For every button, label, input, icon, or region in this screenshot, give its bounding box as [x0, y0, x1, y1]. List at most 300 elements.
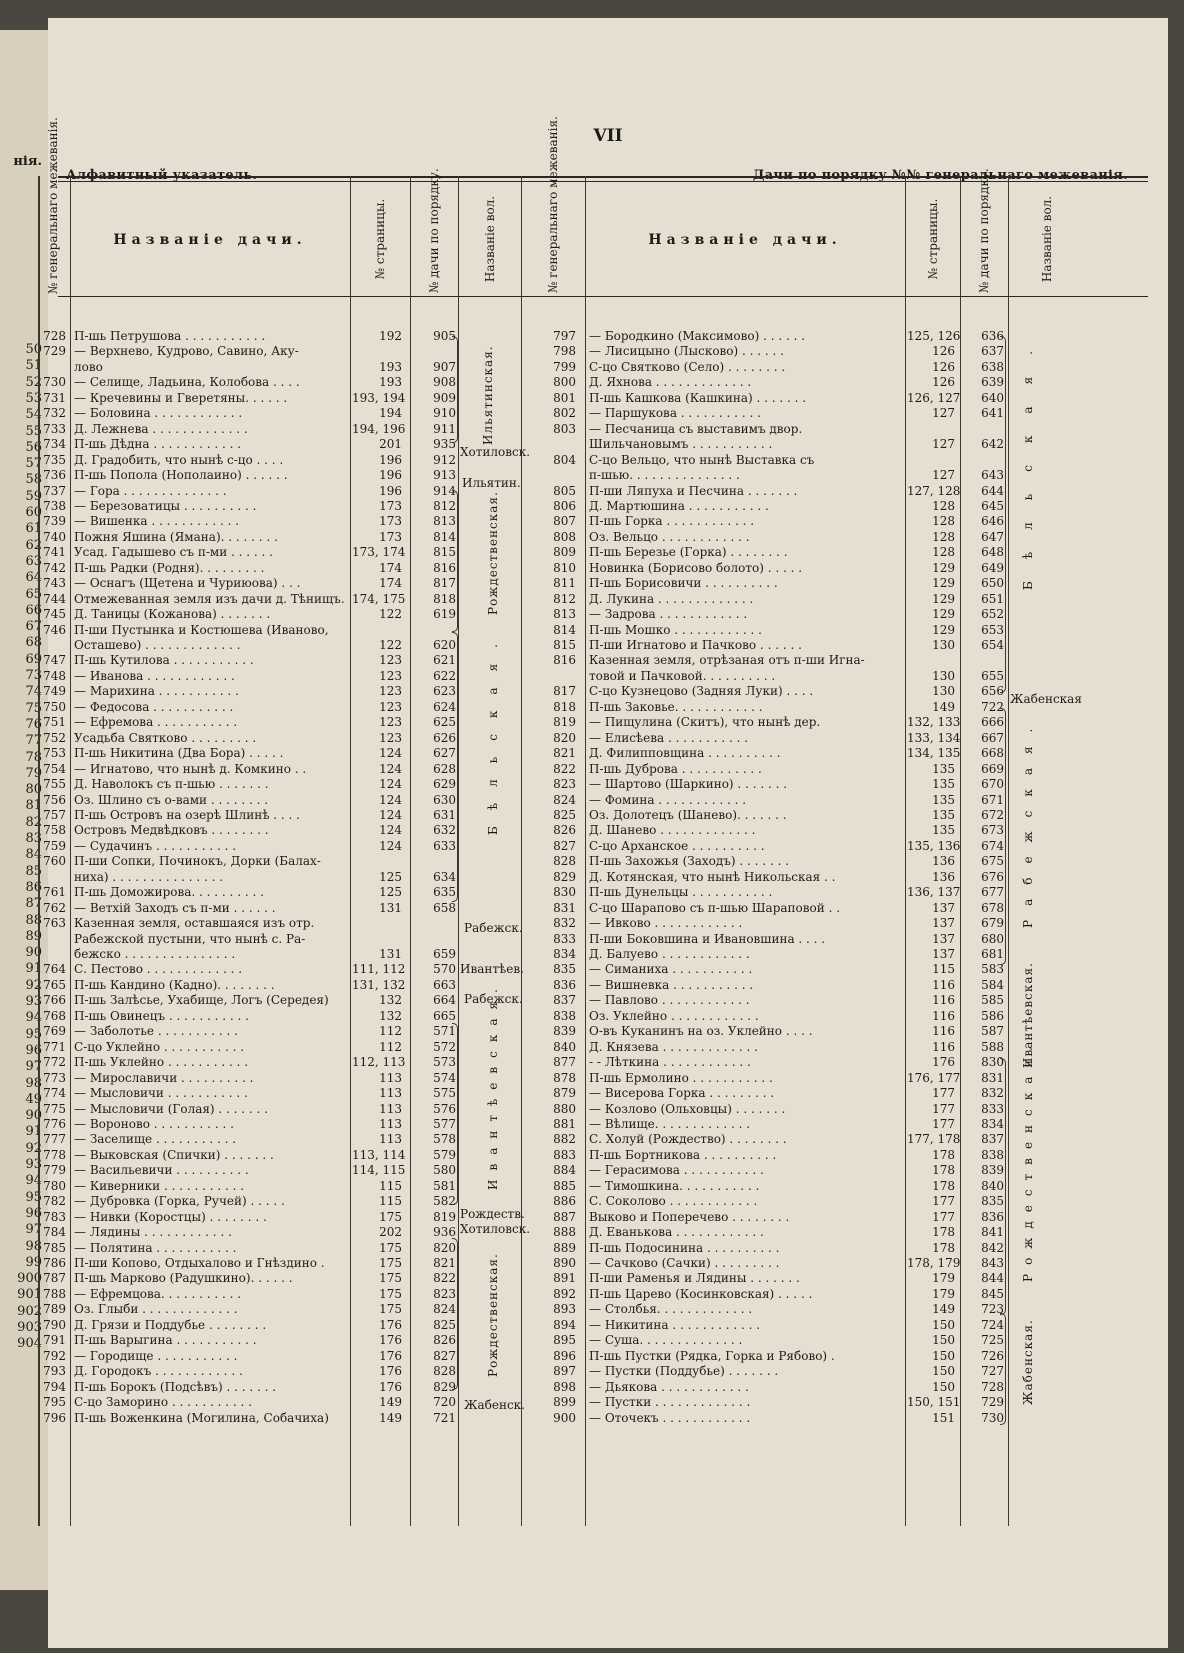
row-order: 641 [981, 406, 1004, 421]
volost-ilyin: Ильятинская. [481, 345, 495, 445]
row-order: 724 [981, 1317, 1004, 1332]
row-page: 150 [932, 1317, 955, 1332]
row-page: 201 [379, 437, 402, 452]
row-number: 810 [553, 560, 576, 575]
row-name: О-въ Куканинъ на оз. Уклейно . . . . [589, 1024, 813, 1039]
brace [452, 490, 458, 632]
row-order: 628 [433, 761, 456, 776]
document-page [43, 18, 1168, 1648]
margin-number: 902 [17, 1303, 42, 1319]
row-number: 741 [43, 545, 66, 560]
row-number: 821 [553, 746, 576, 761]
row-number: 793 [43, 1364, 66, 1379]
row-name: — Иванова . . . . . . . . . . . . [74, 668, 235, 683]
row-order: 588 [981, 1039, 1004, 1054]
row-name: — Песчаница съ выставимъ двор. [589, 421, 803, 436]
row-order: 829 [433, 1379, 456, 1394]
row-name: Оз. Шлино съ о-вами . . . . . . . . [74, 792, 269, 807]
row-order: 622 [433, 668, 456, 683]
row-name: П-шь Подосинина . . . . . . . . . . [589, 1240, 780, 1255]
row-number: 753 [43, 746, 66, 761]
row-order: 828 [433, 1364, 456, 1379]
row-number: 795 [43, 1395, 66, 1410]
row-order: 935 [433, 437, 456, 452]
row-name: — Полятина . . . . . . . . . . . [74, 1240, 237, 1255]
row-name: С-цо Вельцо, что нынѣ Выставка съ [589, 452, 815, 467]
row-order: 844 [981, 1271, 1004, 1286]
row-name: П-шь Петрушова . . . . . . . . . . . [74, 329, 266, 343]
row-number: 779 [43, 1163, 66, 1178]
row-order: 914 [433, 483, 456, 498]
col-line [1008, 176, 1009, 1526]
row-number: 816 [553, 653, 576, 668]
row-name: — Суша. . . . . . . . . . . . . . [589, 1333, 743, 1348]
row-order: 843 [981, 1256, 1004, 1270]
row-number: 752 [43, 730, 66, 745]
margin-number: 65 [25, 586, 42, 602]
row-number: 815 [553, 638, 576, 652]
row-number: 829 [553, 869, 576, 884]
row-page: 174 [379, 576, 402, 591]
row-order: 639 [981, 375, 1004, 390]
row-number: 808 [553, 529, 576, 544]
volost-hotil2: Хотиловск. [460, 1222, 531, 1236]
margin-number: 93 [25, 994, 42, 1009]
row-name: Новинка (Борисово болото) . . . . . [589, 560, 803, 575]
row-order: 626 [433, 730, 456, 745]
row-number: 755 [43, 777, 66, 792]
row-number: 832 [553, 916, 576, 931]
row-number: 730 [43, 375, 66, 390]
row-name: — Выковская (Спички) . . . . . . . [74, 1147, 274, 1162]
row-page: 177 [932, 1086, 955, 1101]
row-name: Оз. Уклейно . . . . . . . . . . . . [589, 1008, 759, 1023]
margin-number: 98 [25, 1238, 42, 1254]
margin-number: 63 [25, 553, 42, 569]
row-order: 652 [981, 607, 1004, 622]
row-name: П-шь Захожья (Заходъ) . . . . . . . [589, 854, 790, 869]
row-number: 742 [43, 560, 66, 575]
row-name: П-шь Кутилова . . . . . . . . . . . [74, 653, 254, 668]
row-name: — Пустки . . . . . . . . . . . . . [589, 1395, 751, 1410]
row-order: 812 [433, 498, 456, 513]
row-name: П-шь Радки (Родня). . . . . . . . . [74, 560, 265, 575]
row-page: 150 [932, 1379, 955, 1394]
row-name: П-шь Залѣсье, Ухабище, Логъ (Середея) [74, 993, 329, 1008]
row-page: 135, 136 [907, 838, 961, 853]
row-name: — Городище . . . . . . . . . . . [74, 1348, 238, 1363]
row-order: 681 [981, 947, 1004, 961]
row-order: 571 [433, 1024, 456, 1039]
row-number: 731 [43, 390, 66, 405]
row-number: 803 [553, 421, 576, 436]
row-order: 577 [433, 1116, 456, 1131]
row-name: Оз. Вельцо . . . . . . . . . . . . [589, 529, 750, 544]
row-number: 823 [553, 777, 576, 792]
row-name: Д. Лукина . . . . . . . . . . . . . [589, 591, 754, 606]
row-page: 112, 113 [352, 1055, 406, 1070]
row-page: 126 [932, 344, 955, 359]
row-number: 889 [553, 1240, 576, 1255]
row-name: С. Пестово . . . . . . . . . . . . . [74, 962, 243, 977]
row-order: 815 [433, 545, 456, 560]
row-page: 136 [932, 869, 955, 884]
row-number: 785 [43, 1240, 66, 1255]
page-number: VII [593, 126, 623, 146]
row-number: 748 [43, 668, 66, 683]
row-page: 132 [379, 1008, 402, 1023]
row-order: 630 [433, 792, 456, 807]
row-order: 820 [433, 1240, 456, 1255]
row-name: Оз. Глыби . . . . . . . . . . . . . [74, 1302, 238, 1317]
row-order: 912 [433, 452, 456, 467]
row-order: 669 [981, 761, 1004, 776]
row-number: 819 [553, 715, 576, 730]
row-page: 113, 114 [352, 1147, 406, 1162]
row-page: 126, 127 [907, 390, 961, 405]
row-page: 174, 175 [352, 591, 406, 606]
row-page: 127 [932, 437, 955, 452]
row-number: 805 [553, 483, 576, 498]
row-number: 834 [553, 947, 576, 961]
row-page: 129 [932, 622, 955, 637]
margin-number: 55 [25, 423, 42, 439]
row-page: 129 [932, 591, 955, 606]
row-order: 821 [433, 1256, 456, 1270]
row-name: П-шь Дунельцы . . . . . . . . . . . [589, 885, 773, 900]
row-page: 176 [379, 1333, 402, 1348]
row-number: 777 [43, 1132, 66, 1147]
row-number: 822 [553, 761, 576, 776]
margin-number: 58 [25, 472, 42, 488]
row-page: 116 [932, 977, 955, 992]
margin-number: 85 [25, 863, 42, 879]
row-number: 766 [43, 993, 66, 1008]
row-name: П-шь Дѣдна . . . . . . . . . . . . [74, 437, 242, 452]
row-page: 174 [379, 560, 402, 575]
margin-number: 97 [25, 1222, 42, 1238]
row-page: 149 [379, 1410, 402, 1425]
row-name: Д. Лежнева . . . . . . . . . . . . . [74, 421, 248, 436]
row-name: Д. Еванькова . . . . . . . . . . . . [589, 1225, 764, 1240]
row-number: 758 [43, 823, 66, 838]
row-order: 675 [981, 854, 1004, 869]
row-name: П-шь Марково (Радушкино). . . . . . [74, 1271, 293, 1286]
volost-right-ivan: Ивантѣевская. [1021, 962, 1035, 1068]
row-order: 838 [981, 1147, 1004, 1162]
row-page: 122 [379, 638, 402, 652]
row-order: 644 [981, 483, 1004, 498]
row-number: 806 [553, 498, 576, 513]
row-name: — Оснагъ (Щетена и Чуриюова) . . . [74, 576, 301, 591]
row-number: 768 [43, 1008, 66, 1023]
row-number: 798 [553, 344, 576, 359]
row-page: 115 [379, 1194, 402, 1209]
margin-number: 94 [25, 1173, 42, 1189]
volost-rozh2: Рождеств. [460, 1207, 525, 1221]
row-number: 890 [553, 1256, 576, 1270]
margin-number: 51 [25, 358, 42, 374]
row-name: П-шь Кашкова (Кашкина) . . . . . . . [589, 390, 807, 405]
margin-number: 84 [25, 847, 42, 863]
row-number: 786 [43, 1256, 66, 1270]
row-name: — Федосова . . . . . . . . . . . [74, 699, 234, 714]
brace [1000, 1058, 1006, 1315]
row-name: П-шь Воженкина (Могилина, Собачиха) [74, 1410, 329, 1425]
row-order: 582 [433, 1194, 456, 1209]
row-name: Островъ Медвѣдковъ . . . . . . . . [74, 823, 269, 838]
brace [452, 336, 458, 443]
row-page: 193, 194 [352, 390, 406, 405]
row-page: 122 [379, 607, 402, 622]
row-page: 173 [379, 514, 402, 529]
row-number: 830 [553, 885, 576, 900]
volost-ivan1: Ивантѣев. [460, 962, 524, 976]
margin-number: 89 [25, 928, 42, 944]
row-order: 655 [981, 668, 1004, 683]
row-order: 672 [981, 807, 1004, 822]
margin-number: 82 [25, 814, 42, 830]
row-order: 621 [433, 653, 456, 668]
row-page: 178 [932, 1147, 955, 1162]
row-order: 638 [981, 359, 1004, 374]
row-order: 729 [981, 1395, 1004, 1410]
row-page: 176 [932, 1055, 955, 1070]
brace [1000, 1313, 1006, 1425]
row-order: 645 [981, 498, 1004, 513]
row-order: 824 [433, 1302, 456, 1317]
row-name: П-шь Горка . . . . . . . . . . . . [589, 514, 755, 529]
row-number: 831 [553, 900, 576, 915]
margin-number: 900 [17, 1271, 42, 1287]
row-number: 765 [43, 977, 66, 992]
row-page: 150, 151 [907, 1395, 961, 1410]
row-page: 124 [379, 746, 402, 761]
row-name: С-цо Кузнецово (Задняя Луки) . . . . [589, 684, 814, 699]
margin-number: 77 [25, 733, 42, 749]
row-number: 879 [553, 1086, 576, 1101]
row-page: 116 [932, 1039, 955, 1054]
row-name: С-цо Заморино . . . . . . . . . . . [74, 1395, 253, 1410]
margin-number: 96 [25, 1205, 42, 1221]
row-number: 827 [553, 838, 576, 853]
row-page: 113 [379, 1132, 402, 1147]
row-number: 813 [553, 607, 576, 622]
row-page: 137 [932, 931, 955, 946]
row-name: — Герасимова . . . . . . . . . . . [589, 1163, 764, 1178]
row-name: — Мысловичи . . . . . . . . . . . [74, 1086, 248, 1101]
row-name: - - Лѣткина . . . . . . . . . . . . [589, 1055, 751, 1070]
row-name: Казенная земля, отрѣзаная отъ п-ши Игна- [589, 653, 865, 668]
row-name: — Дубровка (Горка, Ручей) . . . . . [74, 1194, 285, 1209]
row-number: 744 [43, 591, 66, 606]
margin-number: 50 [25, 342, 42, 357]
row-name: — Фомина . . . . . . . . . . . . [589, 792, 747, 807]
margin-number: 64 [25, 570, 42, 586]
row-order: 909 [433, 390, 456, 405]
row-order: 727 [981, 1364, 1004, 1379]
col-line [960, 176, 961, 1526]
row-number: 759 [43, 838, 66, 853]
row-name: — Заселище . . . . . . . . . . . [74, 1132, 237, 1147]
row-number: 818 [553, 699, 576, 714]
row-name: Д. Котянская, что нынѣ Никольская . . [589, 869, 836, 884]
row-page: 179 [932, 1286, 955, 1301]
row-name: — Задрова . . . . . . . . . . . . [589, 607, 748, 622]
row-order: 650 [981, 576, 1004, 591]
header-right: Дачи по порядку №№ генеральнаго межеванія. [752, 168, 1128, 183]
row-number: 883 [553, 1147, 576, 1162]
row-name: — Козлово (Ольховцы) . . . . . . . [589, 1101, 786, 1116]
volost-right-rab: Рабежская. [1021, 714, 1035, 928]
row-page: 177, 178 [907, 1132, 961, 1147]
row-order: 632 [433, 823, 456, 838]
row-order: 579 [433, 1147, 456, 1162]
row-page: 123 [379, 684, 402, 699]
row-page: 196 [379, 468, 402, 483]
row-number: 887 [553, 1209, 576, 1224]
row-number: 751 [43, 715, 66, 730]
row-name: С-цо Святково (Село) . . . . . . . . [589, 359, 786, 374]
row-number: 778 [43, 1147, 66, 1162]
margin-number: 95 [25, 1189, 42, 1205]
row-name: бежско . . . . . . . . . . . . . . . [74, 947, 236, 961]
brace [452, 632, 458, 902]
row-name: П-шь Борокъ (Подсѣвъ) . . . . . . . [74, 1379, 277, 1394]
row-page: 131, 132 [352, 977, 406, 992]
row-order: 721 [433, 1410, 456, 1425]
row-name: — Пищулина (Скитъ), что нынѣ дер. [589, 715, 821, 730]
row-page: 116 [932, 993, 955, 1008]
row-name: — Гора . . . . . . . . . . . . . . [74, 483, 227, 498]
row-name: — Мирославичи . . . . . . . . . . [74, 1070, 254, 1085]
margin-number: 901 [17, 1287, 42, 1303]
row-page: 133, 134 [907, 730, 961, 745]
row-name: Д. Грязи и Поддубье . . . . . . . . [74, 1317, 267, 1332]
row-page: 137 [932, 900, 955, 915]
header-bottom-rule [58, 296, 1148, 297]
row-order: 635 [433, 885, 456, 900]
row-page: 176 [379, 1379, 402, 1394]
row-page: 178 [932, 1240, 955, 1255]
margin-number: 49 [25, 1091, 42, 1107]
col-line [410, 176, 411, 1526]
row-name: Д. Яхнова . . . . . . . . . . . . . [589, 375, 752, 390]
row-page: 178 [932, 1178, 955, 1193]
row-order: 676 [981, 869, 1004, 884]
row-number: 899 [553, 1395, 576, 1410]
row-page: 176 [379, 1364, 402, 1379]
row-page: 130 [932, 638, 955, 652]
margin-number: 81 [25, 798, 42, 814]
row-order: 826 [433, 1333, 456, 1348]
row-number: 799 [553, 359, 576, 374]
row-page: 128 [932, 514, 955, 529]
row-number: 807 [553, 514, 576, 529]
row-number: 762 [43, 900, 66, 915]
row-page: 124 [379, 777, 402, 792]
row-page: 178, 179 [907, 1256, 961, 1270]
row-name: — Лисицыно (Лысково) . . . . . . [589, 344, 784, 359]
row-page: 113 [379, 1101, 402, 1116]
row-name: П-шь Мошко . . . . . . . . . . . . [589, 622, 762, 637]
row-name: С. Соколово . . . . . . . . . . . . [589, 1194, 758, 1209]
row-order: 642 [981, 437, 1004, 452]
row-order: 633 [433, 838, 456, 853]
row-name: П-шь Островъ на озерѣ Шлинѣ . . . . [74, 807, 300, 822]
row-order: 587 [981, 1024, 1004, 1039]
row-page: 176 [379, 1317, 402, 1332]
row-page: 177 [932, 1194, 955, 1209]
row-page: 137 [932, 947, 955, 961]
row-order: 658 [433, 900, 456, 915]
row-number: 896 [553, 1348, 576, 1363]
row-number: 764 [43, 962, 66, 977]
row-page: 135 [932, 807, 955, 822]
row-number: 839 [553, 1024, 576, 1039]
row-page: 116 [932, 1024, 955, 1039]
col-line [585, 176, 586, 1526]
row-page: 134, 135 [907, 746, 961, 761]
row-page: 131 [379, 900, 402, 915]
row-name: Д. Филипповщина . . . . . . . . . . [589, 746, 781, 761]
row-number: 894 [553, 1317, 576, 1332]
row-page: 175 [379, 1286, 402, 1301]
row-order: 819 [433, 1209, 456, 1224]
row-name: — Павлово . . . . . . . . . . . . [589, 993, 750, 1008]
row-number: 882 [553, 1132, 576, 1147]
row-name: — Паршукова . . . . . . . . . . . [589, 406, 761, 421]
margin-number: 54 [25, 407, 42, 423]
row-order: 623 [433, 684, 456, 699]
row-page: 123 [379, 699, 402, 714]
row-order: 666 [981, 715, 1004, 730]
row-page: 177 [932, 1209, 955, 1224]
row-name: — Тимошкина. . . . . . . . . . . [589, 1178, 760, 1193]
row-order: 830 [981, 1055, 1004, 1070]
margin-number: 59 [25, 488, 42, 504]
row-order: 572 [433, 1039, 456, 1054]
row-order: 646 [981, 514, 1004, 529]
col-line [458, 176, 459, 1526]
row-name: — Васильевичи . . . . . . . . . . [74, 1163, 249, 1178]
row-order: 583 [981, 962, 1004, 977]
row-order: 580 [433, 1163, 456, 1178]
row-order: 647 [981, 529, 1004, 544]
row-order: 936 [433, 1225, 456, 1240]
margin-number: 79 [25, 765, 42, 781]
margin-number: 52 [25, 374, 42, 390]
col-header-name-right: Названіе дачи. [648, 232, 842, 248]
volost-right-bel: Бѣльская. [1021, 329, 1035, 590]
row-order: 653 [981, 622, 1004, 637]
row-number: 828 [553, 854, 576, 869]
row-page: 178 [932, 1163, 955, 1178]
row-number: 898 [553, 1379, 576, 1394]
col-header-vol-right: Нaзваніе вол. [1040, 195, 1054, 283]
volost-right-zhab: Жабенская [1010, 692, 1082, 706]
row-page: 202 [379, 1225, 402, 1240]
row-name: П-шь Пустки (Рядка, Горка и Рябово) . [589, 1348, 835, 1363]
margin-number: 90 [25, 945, 42, 961]
row-number: 745 [43, 607, 66, 622]
row-number: 775 [43, 1101, 66, 1116]
row-order: 573 [433, 1055, 456, 1070]
brace [452, 1023, 458, 1205]
row-number: 877 [553, 1055, 576, 1070]
row-number: 838 [553, 1008, 576, 1023]
row-page: 149 [932, 699, 955, 714]
